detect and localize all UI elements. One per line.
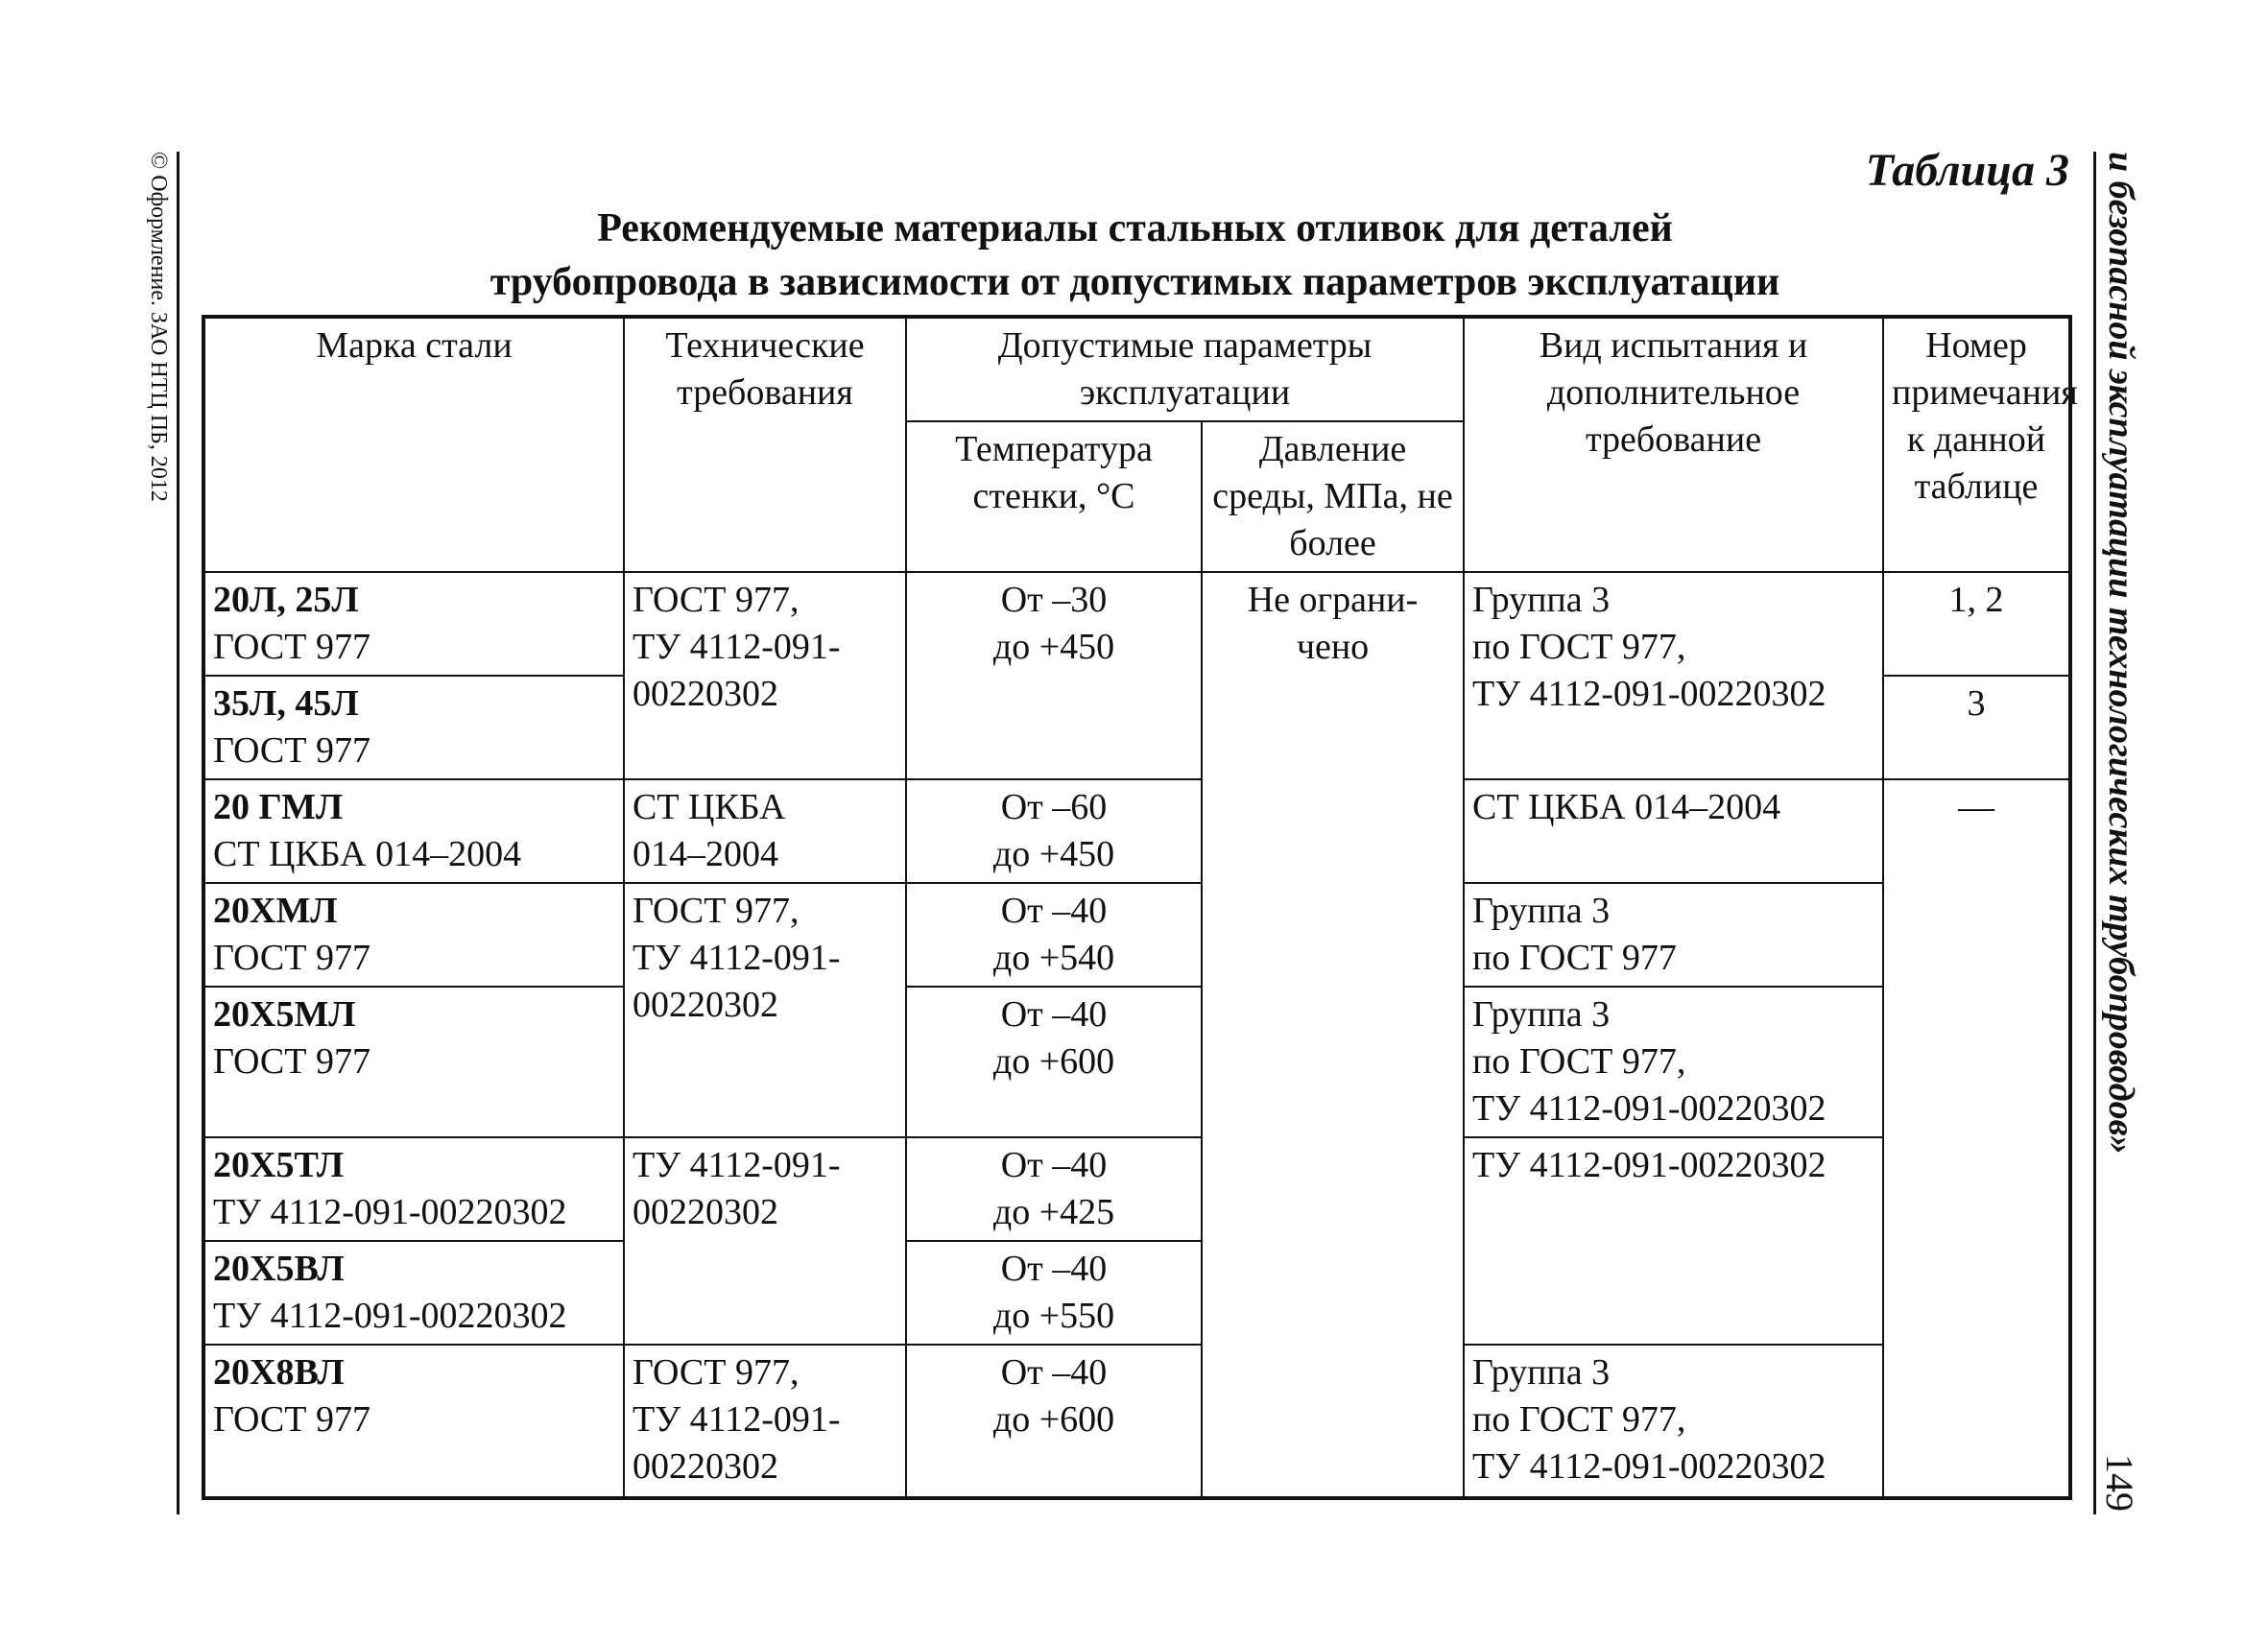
test-cell [1464, 572, 1883, 779]
note-cell: 1, 2 [1883, 572, 2070, 676]
test-line: ТУ 4112-091-00220302 [1472, 1088, 1826, 1129]
tech-line: СТ ЦКБА [633, 787, 786, 827]
table-label: Таблица 3 [1865, 145, 2069, 196]
grade-cell [203, 1241, 624, 1345]
temp-line: до +425 [992, 1192, 1115, 1232]
grade-cell [203, 676, 624, 779]
temp-line: От –60 [1000, 787, 1108, 827]
grade-cell [203, 1345, 624, 1498]
materials-table [202, 315, 2078, 1500]
grade-standard: ГОСТ 977 [213, 627, 370, 667]
table-title-line-2: трубопровода в зависимости от допустимых параметров эксплуатации [489, 260, 1780, 304]
tech-line: ТУ 4112-091- [633, 1145, 841, 1185]
temp-line: От –40 [1000, 994, 1108, 1035]
grade-standard: СТ ЦКБА 014–2004 [213, 834, 522, 874]
temperature-cell [906, 1345, 1202, 1498]
steel-grade: 35Л, 45Л [213, 683, 359, 724]
temperature-cell [906, 883, 1202, 987]
temp-line: От –40 [1000, 891, 1108, 931]
pressure-line: чено [1296, 627, 1370, 667]
steel-grade: 20Л, 25Л [213, 580, 359, 620]
test-line: ТУ 4112-091-00220302 [1472, 674, 1826, 714]
temp-line: От –40 [1000, 1352, 1108, 1393]
temp-line: до +600 [992, 1041, 1115, 1082]
steel-grade: 20Х5МЛ [213, 994, 356, 1035]
steel-grade: 20Х5ТЛ [213, 1145, 345, 1185]
temperature-cell [906, 1137, 1202, 1241]
steel-grade: 20 ГМЛ [213, 787, 344, 827]
tech-requirements-cell [624, 572, 906, 779]
test-line: Группа 3 [1472, 891, 1611, 931]
tech-requirements-cell [624, 883, 906, 1137]
note-cell: — [1883, 779, 2070, 1498]
tech-requirements-cell [624, 1345, 906, 1498]
grade-cell [203, 883, 624, 987]
temp-line: до +450 [992, 834, 1115, 874]
tech-line: 014–2004 [633, 834, 778, 874]
tech-line: ТУ 4112-091- [633, 627, 841, 667]
tech-line: 00220302 [633, 1192, 778, 1232]
test-line: по ГОСТ 977 [1472, 938, 1677, 978]
grade-cell [203, 1137, 624, 1241]
header-tech-requirements: Технические требования [624, 317, 906, 572]
steel-grade: 20Х8ВЛ [213, 1352, 345, 1393]
test-cell [1464, 883, 1883, 987]
tech-line: ТУ 4112-091- [633, 1399, 841, 1440]
temperature-cell [906, 987, 1202, 1137]
grade-standard: ТУ 4112-091-00220302 [213, 1296, 567, 1336]
grade-standard: ГОСТ 977 [213, 1399, 370, 1440]
note-cell: 3 [1883, 676, 2070, 779]
test-cell [1464, 987, 1883, 1137]
copyright-note: © Оформление. ЗАО НТЦ ПБ, 2012 [146, 152, 171, 502]
test-cell [1464, 1345, 1883, 1498]
grade-cell [203, 987, 624, 1137]
header-operating-parameters: Допустимые параметры эксплуатации [906, 317, 1464, 421]
test-line: ТУ 4112-091-00220302 [1472, 1446, 1826, 1487]
temp-line: до +450 [992, 627, 1115, 667]
temp-line: От –40 [1000, 1249, 1108, 1289]
test-cell [1464, 779, 1883, 883]
grade-cell [203, 572, 624, 676]
header-grade: Марка стали [203, 317, 624, 572]
pressure-cell [1202, 572, 1464, 1498]
temp-line: От –30 [1000, 580, 1108, 620]
header-note-number: Номер примечания к данной таблице [1883, 317, 2070, 572]
steel-grade: 20Х5ВЛ [213, 1249, 345, 1289]
temperature-cell [906, 1241, 1202, 1345]
right-margin-rule [2093, 152, 2096, 1514]
tech-requirements-cell [624, 1137, 906, 1345]
test-cell [1464, 1137, 1883, 1345]
tech-line: ТУ 4112-091- [633, 938, 841, 978]
tech-line: 00220302 [633, 1446, 778, 1487]
test-line: Группа 3 [1472, 994, 1611, 1035]
temp-line: до +550 [992, 1296, 1115, 1336]
temp-line: От –40 [1000, 1145, 1108, 1185]
tech-line: 00220302 [633, 985, 778, 1025]
grade-standard: ГОСТ 977 [213, 1041, 370, 1082]
test-line: Группа 3 [1472, 580, 1611, 620]
test-line: по ГОСТ 977, [1472, 627, 1686, 667]
grade-standard: ГОСТ 977 [213, 730, 370, 771]
grade-standard: ГОСТ 977 [213, 938, 370, 978]
header-wall-temperature: Температура стенки, °С [906, 421, 1202, 572]
test-line: по ГОСТ 977, [1472, 1041, 1686, 1082]
table-title-line-1: Рекомендуемые материалы стальных отливок для деталей [597, 206, 1673, 250]
tech-line: ГОСТ 977, [633, 891, 800, 931]
left-margin-rule [177, 152, 179, 1514]
pressure-line: Не ограни- [1247, 580, 1419, 620]
header-test-type: Вид испытания и дополнительное требование [1464, 317, 1883, 572]
tech-requirements-cell [624, 779, 906, 883]
page-number: 149 [2098, 1454, 2141, 1512]
temperature-cell [906, 572, 1202, 779]
test-line: Группа 3 [1472, 1352, 1611, 1393]
steel-grade: 20ХМЛ [213, 891, 338, 931]
temperature-cell [906, 779, 1202, 883]
running-header: и безопасной эксплуатации технологических трубопроводов» [2101, 152, 2141, 1155]
grade-standard: ТУ 4112-091-00220302 [213, 1192, 567, 1232]
grade-cell [203, 779, 624, 883]
tech-line: ГОСТ 977, [633, 1352, 800, 1393]
tech-line: 00220302 [633, 674, 778, 714]
temp-line: до +540 [992, 938, 1115, 978]
test-line: ТУ 4112-091-00220302 [1472, 1145, 1826, 1185]
temp-line: до +600 [992, 1399, 1115, 1440]
header-medium-pressure: Давление среды, МПа, не более [1202, 421, 1464, 572]
test-line: по ГОСТ 977, [1472, 1399, 1686, 1440]
test-line: СТ ЦКБА 014–2004 [1472, 787, 1781, 827]
tech-line: ГОСТ 977, [633, 580, 800, 620]
